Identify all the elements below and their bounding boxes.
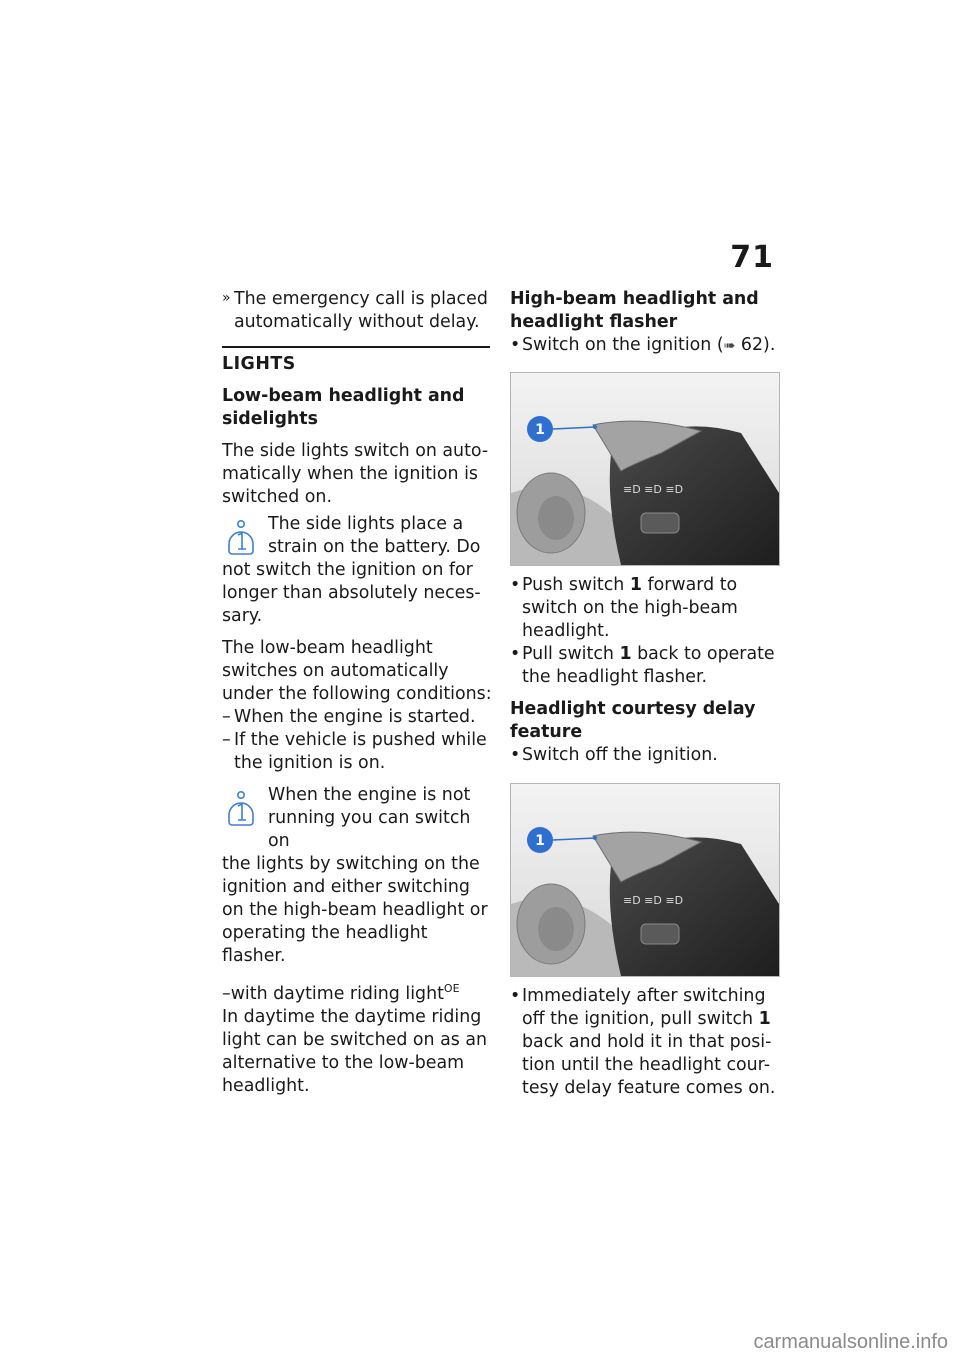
svg-text:≡D ≡D ≡D: ≡D ≡D ≡D [623, 483, 684, 496]
right-column [510, 288, 788, 1100]
info-icon [226, 790, 256, 828]
result-item: » The emergency call is placed automatically without delay. [222, 289, 488, 332]
list-item: • Immediately after switching off the ignition, pull switch 1 back and hold it in that posi-tion until the headlight cour-tesy delay feature comes on. [510, 986, 776, 1098]
lowbeam-text: The side lights switch on auto-matically when the ignition is switched on. [222, 441, 489, 507]
list-item: • Push switch 1 forward to switch on the high-beam headlight. [510, 575, 738, 641]
courtesy-heading: Headlight courtesy delay feature [510, 699, 756, 742]
note-first-line: When the engine is not running you can switch on [268, 785, 471, 851]
left-column [222, 288, 494, 1098]
list-item: – If the vehicle is pushed while the ignition is on. [222, 730, 487, 773]
info-icon [226, 519, 256, 557]
list-item: • Switch on the ignition (➠ 62). [510, 335, 776, 355]
highbeam-heading: High-beam headlight and headlight flasher [510, 289, 759, 332]
figure-callout-1: 1 [535, 422, 545, 438]
info-note [222, 784, 494, 968]
lowbeam-heading: Low-beam headlight and sidelights [222, 386, 465, 429]
conditions-intro: The low-beam headlight switches on automatically under the following conditions: [222, 638, 492, 704]
daytime-label: –with daytime riding light$^{OE}$ [222, 982, 460, 1004]
oe-badge: OE [443, 982, 460, 995]
list-item: • Switch off the ignition. [510, 745, 718, 765]
handlebar-switch-figure [510, 783, 780, 977]
list-item: • Pull switch 1 back to operate the headlight flasher. [510, 644, 775, 687]
page-ref-link[interactable]: 62 [740, 335, 764, 355]
switch-illustration [511, 373, 779, 565]
result-arrow-icon: » [222, 290, 231, 306]
page-ref-arrow-icon: ➠ [723, 338, 736, 354]
daytime-text: In daytime the daytime riding light can be switched on as an alternative to the low-beam headlight. [222, 1007, 488, 1096]
section-title: LIGHTS [222, 346, 490, 376]
figure-callout-1: 1 [535, 833, 545, 849]
note-rest: not switch the ignition on for longer than absolutely neces-sary. [222, 560, 481, 626]
note-first-line: The side lights place a strain on the battery. Do [268, 514, 481, 557]
handlebar-switch-figure [510, 372, 780, 566]
page-number: 71 [730, 240, 774, 275]
list-item: – When the engine is started. [222, 707, 476, 727]
note-rest: the lights by switching on the ignition and either switching on the high-beam headlight or operating the headlight flasher. [222, 854, 488, 966]
switch-illustration [511, 784, 779, 976]
info-note [222, 513, 494, 628]
svg-text:≡D ≡D ≡D: ≡D ≡D ≡D [623, 894, 684, 907]
watermark: carmanualsonline.info [753, 1331, 948, 1353]
